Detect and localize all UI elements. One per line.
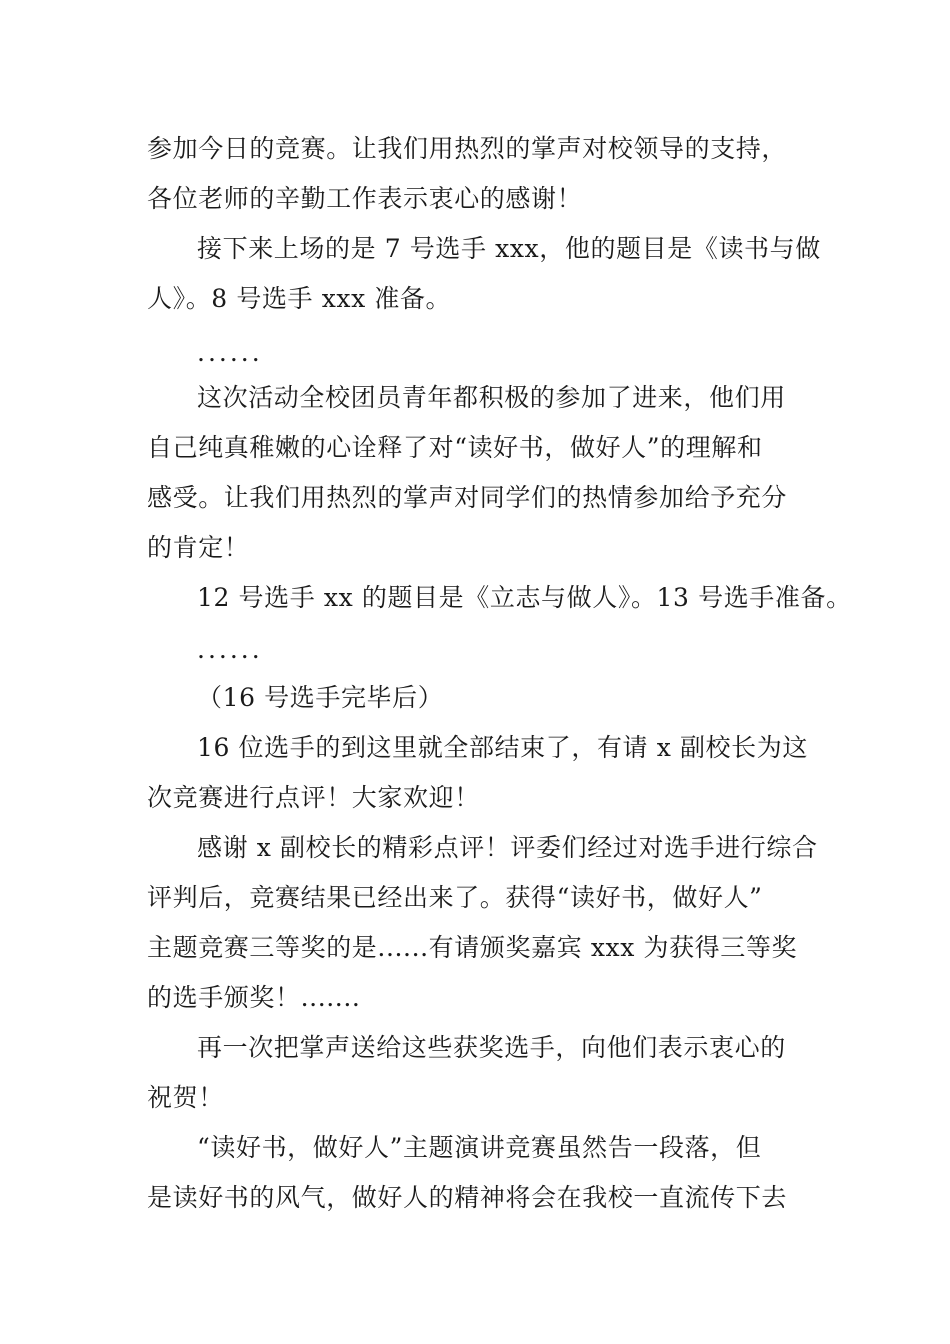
text-line: 评判后，竞赛结果已经出来了。获得“读好书，做好人” xyxy=(147,883,763,912)
text-line: 祝贺！ xyxy=(147,1083,224,1112)
text-line: 接下来上场的是 7 号选手 xxx，他的题目是《读书与做 xyxy=(197,234,821,263)
text-line: 感受。让我们用热烈的掌声对同学们的热情参加给予充分 xyxy=(147,483,788,512)
ellipsis-line: ...... xyxy=(197,338,263,367)
text-line: 这次活动全校团员青年都积极的参加了进来，他们用 xyxy=(197,383,786,412)
text-line: 16 位选手的到这里就全部结束了，有请 x 副校长为这 xyxy=(197,733,808,762)
text-line: 的选手颁奖！....... xyxy=(147,983,361,1012)
text-line: 次竞赛进行点评！大家欢迎！ xyxy=(147,783,480,812)
text-line: 12 号选手 xx 的题目是《立志与做人》。13 号选手准备。 xyxy=(197,583,852,612)
ellipsis-line: ...... xyxy=(197,635,263,664)
text-line: 再一次把掌声送给这些获奖选手，向他们表示衷心的 xyxy=(197,1033,786,1062)
text-line: （16 号选手完毕后） xyxy=(197,683,444,712)
text-line: “读好书，做好人”主题演讲竞赛虽然告一段落，但 xyxy=(197,1133,762,1162)
text-line: 人》。8 号选手 xxx 准备。 xyxy=(147,284,452,313)
text-line: 是读好书的风气，做好人的精神将会在我校一直流传下去 xyxy=(147,1183,788,1212)
text-line: 感谢 x 副校长的精彩点评！评委们经过对选手进行综合 xyxy=(197,833,818,862)
text-line: 各位老师的辛勤工作表示衷心的感谢！ xyxy=(147,184,583,213)
text-line: 的肯定！ xyxy=(147,533,250,562)
text-line: 自己纯真稚嫩的心诠释了对“读好书，做好人”的理解和 xyxy=(147,433,763,462)
text-line: 主题竞赛三等奖的是......有请颁奖嘉宾 xxx 为获得三等奖 xyxy=(147,933,798,962)
text-line: 参加今日的竞赛。让我们用热烈的掌声对校领导的支持， xyxy=(147,134,788,163)
